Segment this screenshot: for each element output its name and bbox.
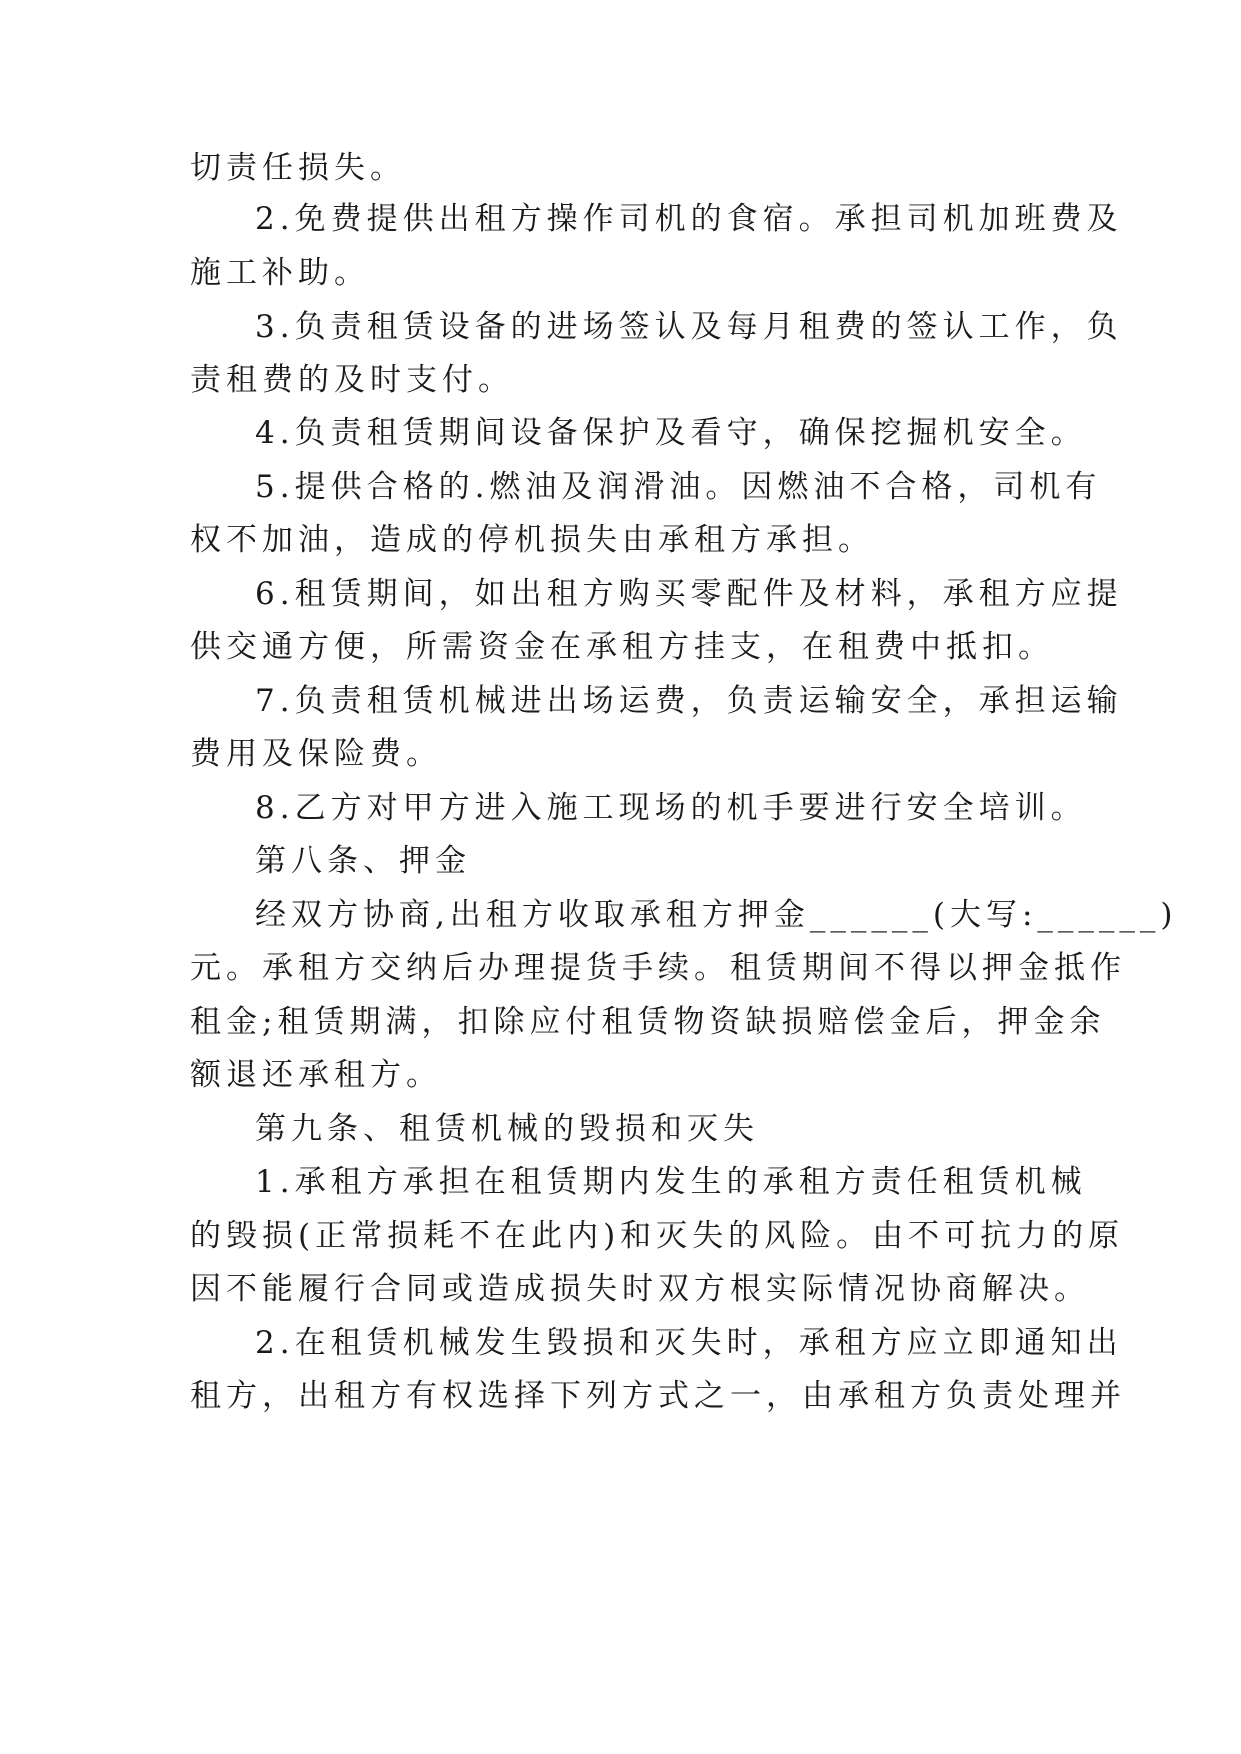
text-line: 3.负责租赁设备的进场签认及每月租费的签认工作，负 [255,309,1123,345]
text-line: 1.承租方承担在租赁期内发生的承租方责任租赁机械 [255,1164,1087,1200]
text-line: 因不能履行合同或造成损失时双方根实际情况协商解决。 [190,1271,1090,1307]
text-line: 切责任损失。 [190,150,406,186]
text-line: 2.免费提供出租方操作司机的食宿。承担司机加班费及 [255,201,1123,237]
text-line: 供交通方便，所需资金在承租方挂支，在租费中抵扣。 [190,629,1054,665]
text-line: 租方，出租方有权选择下列方式之一，由承租方负责处理并 [190,1378,1126,1414]
text-line: 责租费的及时支付。 [190,362,514,398]
text-line: 8.乙方对甲方进入施工现场的机手要进行安全培训。 [255,790,1087,826]
text-line: 2.在租赁机械发生毁损和灭失时，承租方应立即通知出 [255,1325,1123,1361]
text-line: 权不加油，造成的停机损失由承租方承担。 [190,522,874,558]
text-line: 元。承租方交纳后办理提货手续。租赁期间不得以押金抵作 [190,950,1126,986]
text-line: 经双方协商,出租方收取承租方押金______(大写:______) [255,897,1178,933]
text-line: 5.提供合格的.燃油及润滑油。因燃油不合格，司机有 [255,469,1102,505]
text-line: 6.租赁期间，如出租方购买零配件及材料，承租方应提 [255,576,1123,612]
text-line: 的毁损(正常损耗不在此内)和灭失的风险。由不可抗力的原 [190,1218,1125,1254]
text-line: 额退还承租方。 [190,1057,442,1093]
text-line: 4.负责租赁期间设备保护及看守，确保挖掘机安全。 [255,415,1087,451]
text-line: 租金;租赁期满，扣除应付租赁物资缺损赔偿金后，押金余 [190,1004,1106,1040]
section-heading: 第九条、租赁机械的毁损和灭失 [255,1111,759,1147]
text-line: 7.负责租赁机械进出场运费，负责运输安全，承担运输 [255,683,1123,719]
text-line: 施工补助。 [190,255,370,291]
section-heading: 第八条、押金 [255,843,471,879]
text-line: 费用及保险费。 [190,736,442,772]
